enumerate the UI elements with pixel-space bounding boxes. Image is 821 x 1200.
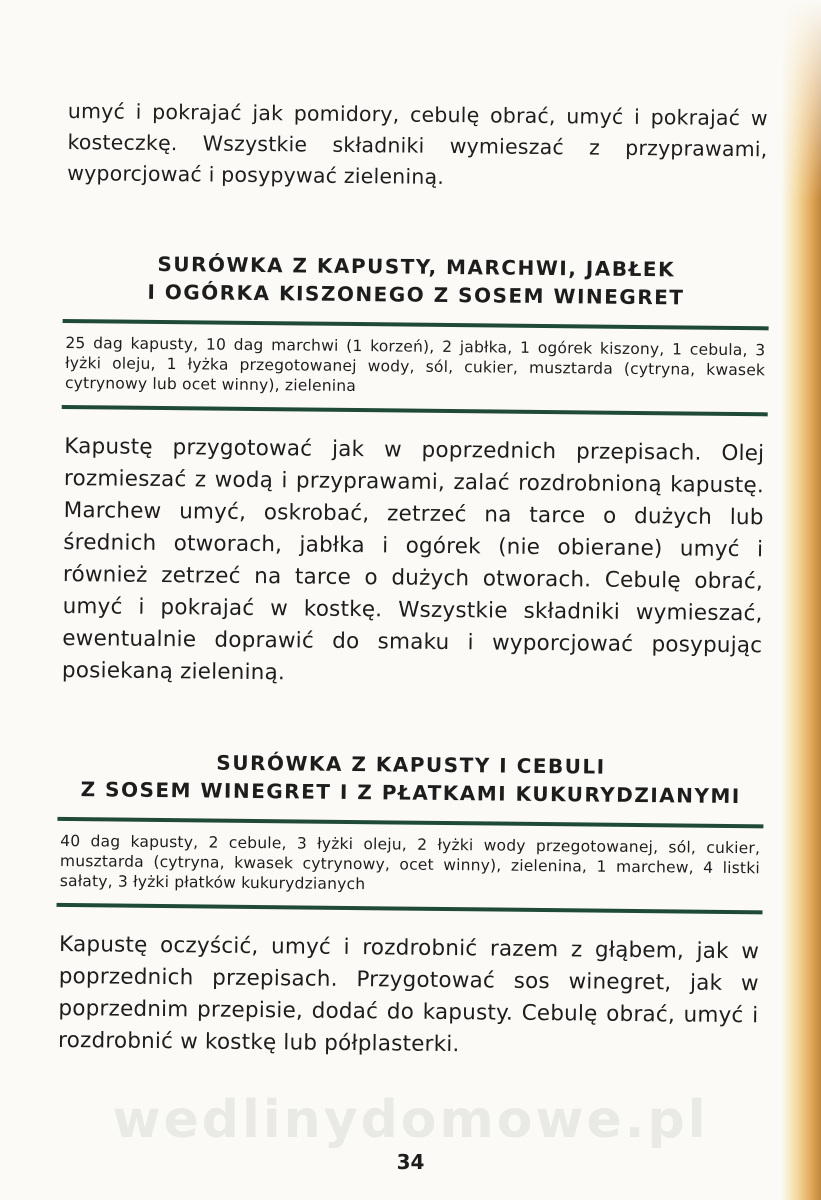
recipe-title-2-line-2: Z SOSEM WINEGRET I Z PŁATKAMI KUKURYDZIANYMI [80, 777, 741, 809]
recipe-title-1 [66, 249, 767, 312]
top-paragraph: umyć i pokrajać jak pomidory, cebulę obrać, umyć i pokrajać w kosteczkę. Wszystkie składniki wymieszać z przyprawami, wyporcjować i posypywać zieleniną. [67, 98, 768, 189]
recipe-title-1-line-2: I OGÓRKA KISZONEGO Z SOSEM WINEGRET [147, 279, 685, 310]
recipe-2-ingredients: 40 dag kapusty, 2 cebule, 3 łyżki oleju, 2 łyżki wody przegotowanej, sól, cukier, musztarda (cytryna, kwasek cytrynowy, ocet winny), zielenina, 1 marchew, 4 listki sałaty, 3 łyżki płatków kukurydzianych [59, 831, 761, 894]
recipe-title-2-line-1: SURÓWKA Z KAPUSTY I CEBULI [216, 750, 606, 779]
recipe-title-1-line-1: SURÓWKA Z KAPUSTY, MARCHWI, JABŁEK [157, 251, 676, 282]
recipe-1-instructions: Kapustę przygotować jak w poprzednich przepisach. Olej rozmieszać z wodą i przyprawami, zalać rozdrobnioną kapustę. Marchew umyć, oskrobać, zetrzeć na tarce o dużych lub średnich otworach, jabłka i ogórek (nie obierane) umyć i również zetrzeć na tarce o dużych otworach. Cebulę obrać, umyć i pokrajać w kostkę. Wszystkie składniki wymieszać, ewentualnie doprawić do smaku i wyporcjować posypując posiekaną zieleniną. [61, 433, 765, 686]
recipe-2-instructions: Kapustę oczyścić, umyć i rozdrobnić razem z głąbem, jak w poprzednich przepisach. Przygotować sos winegret, jak w poprzednim przepisie, dodać do kapusty. Cebulę obrać, umyć i rozdrobnić w kostkę lub półplasterki. [57, 931, 760, 1058]
watermark: wedlinydomowe.pl [112, 1090, 709, 1150]
recipe-1-ingredients: 25 dag kapusty, 10 dag marchwi (1 korzeń), 2 jabłka, 1 ogórek kiszony, 1 cebula, 3 łyżki oleju, 1 łyżka przegotowanej wody, sól, cukier, musztarda (cytryna, kwasek cytrynowy lub ocet winny), zielenina [64, 333, 766, 396]
recipe-title-2 [61, 747, 762, 810]
page-number: 34 [396, 1150, 425, 1174]
page-content [58, 96, 768, 1064]
